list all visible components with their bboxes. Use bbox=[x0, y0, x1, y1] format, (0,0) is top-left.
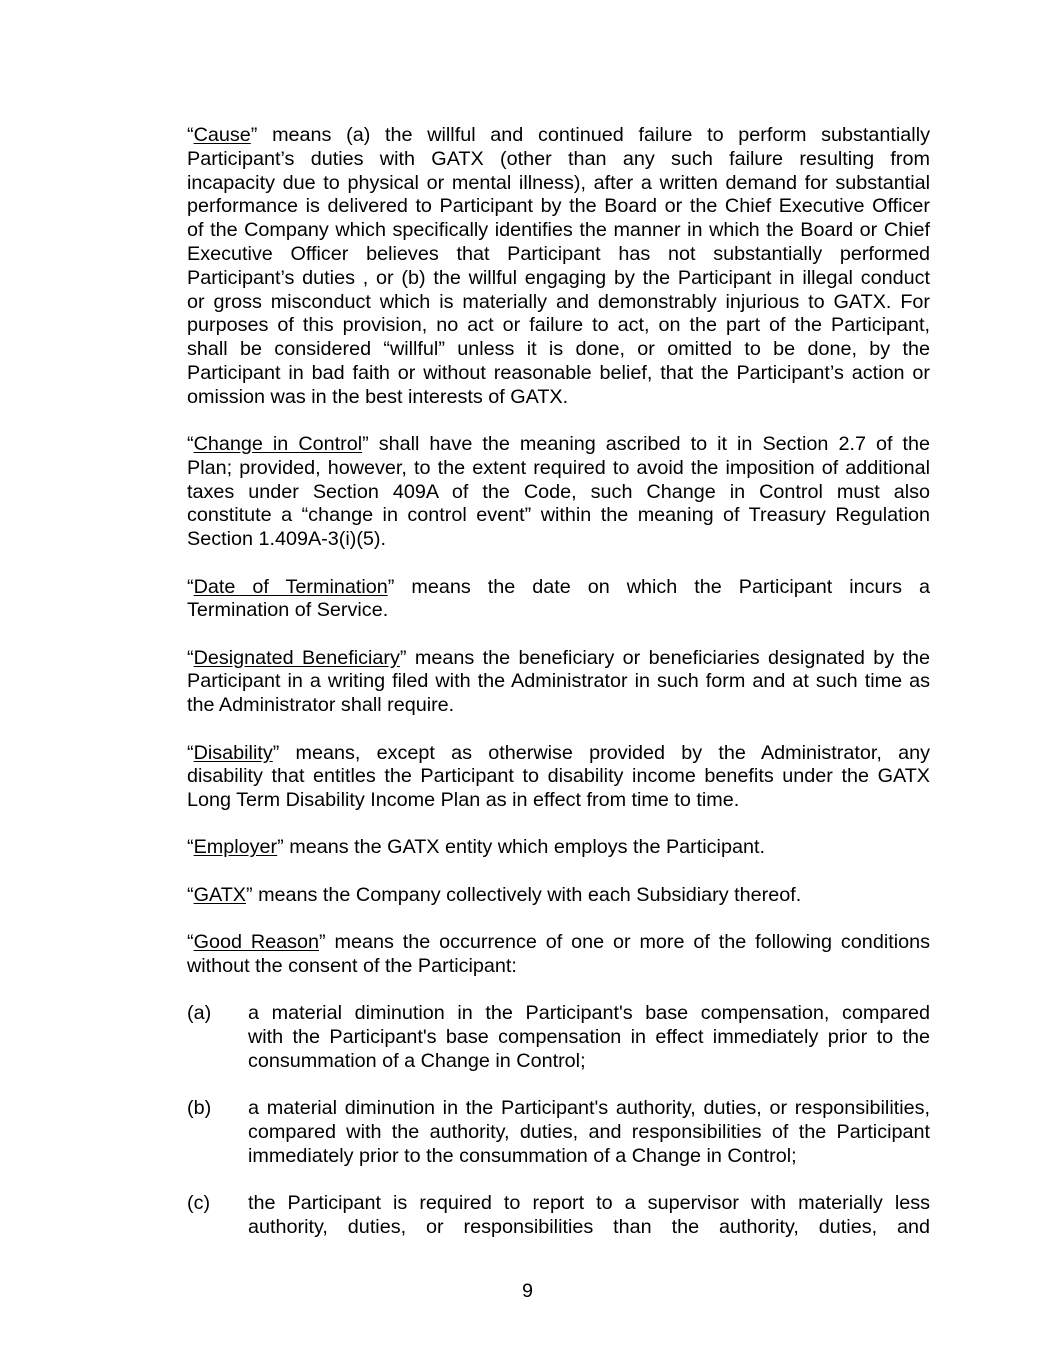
paragraph-line: Plan; provided, however, to the extent required to avoid the imposition of additional bbox=[187, 456, 930, 479]
open-quote: “ bbox=[187, 931, 194, 954]
paragraph-line: incapacity due to physical or mental illness), after a written demand for substantial bbox=[187, 171, 930, 194]
paragraph-line: Participant in a writing filed with the Administrator in such form and at such time as bbox=[187, 670, 930, 693]
paragraph-line: taxes under Section 409A of the Code, such Change in Control must also bbox=[187, 480, 930, 503]
open-quote: “ bbox=[187, 575, 194, 598]
definition-lead: ” means the Company collectively with each Subsidiary thereof. bbox=[245, 883, 802, 906]
paragraph-line: Termination of Service. bbox=[187, 599, 389, 622]
good-reason-condition-b bbox=[187, 1097, 930, 1168]
definition-lead: ” means, except as otherwise provided by the Administrator, any bbox=[272, 741, 930, 764]
paragraph-line: disability that entitles the Participant to disability income benefits under the GATX bbox=[187, 765, 930, 788]
paragraph-line: omission was in the best interests of GATX. bbox=[187, 385, 569, 408]
paragraph-line: purposes of this provision, no act or failure to act, on the part of the Participant, bbox=[187, 314, 930, 337]
good-reason-condition-c bbox=[187, 1192, 930, 1240]
defined-term: Change in Control bbox=[193, 433, 363, 456]
open-quote: “ bbox=[187, 836, 194, 859]
paragraph-line: Participant’s duties with GATX (other than any such failure resulting from bbox=[187, 147, 930, 170]
defined-term: Cause bbox=[193, 124, 251, 146]
document-body bbox=[187, 124, 930, 1263]
condition-text bbox=[248, 1192, 930, 1240]
definition-date-of-termination bbox=[187, 576, 930, 624]
paragraph-line: the Administrator shall require. bbox=[187, 694, 455, 717]
paragraph-line: Participant in bad faith or without reasonable belief, that the Participant’s action or bbox=[187, 361, 930, 384]
paragraph-line: Long Term Disability Income Plan as in effect from time to time. bbox=[187, 789, 740, 812]
paragraph-line bbox=[187, 576, 930, 600]
definition-lead: ” shall have the meaning ascribed to it in Section 2.7 of the bbox=[362, 433, 930, 456]
paragraph-line: performance is delivered to Participant by the Board or the Chief Executive Officer bbox=[187, 195, 930, 218]
paragraph-line: immediately prior to the consummation of a Change in Control; bbox=[248, 1144, 797, 1167]
paragraph-line bbox=[187, 884, 930, 908]
condition-text bbox=[248, 1097, 930, 1168]
paragraph-line: or gross misconduct which is materially and demonstrably injurious to GATX. For bbox=[187, 290, 930, 313]
definition-gatx bbox=[187, 884, 930, 908]
paragraph-line bbox=[187, 742, 930, 766]
open-quote: “ bbox=[187, 883, 194, 906]
paragraph-line: with the Participant's base compensation in effect immediately prior to the bbox=[248, 1025, 930, 1048]
definition-disability bbox=[187, 742, 930, 813]
paragraph-line: shall be considered “willful” unless it is done, or omitted to be done, by the bbox=[187, 338, 930, 361]
definition-lead: ” means the GATX entity which employs the Participant. bbox=[277, 836, 765, 859]
open-quote: “ bbox=[187, 741, 194, 764]
definition-lead: ” means (a) the willful and continued failure to perform substantially bbox=[250, 124, 930, 146]
condition-label: (c) bbox=[187, 1191, 211, 1214]
open-quote: “ bbox=[187, 124, 194, 146]
defined-term: Designated Beneficiary bbox=[193, 646, 400, 669]
paragraph-line: constitute a “change in control event” within the meaning of Treasury Regulation bbox=[187, 504, 930, 527]
definition-lead: ” means the date on which the Participant incurs a bbox=[387, 575, 930, 598]
condition-label: (a) bbox=[187, 1002, 212, 1025]
defined-term: Good Reason bbox=[193, 931, 320, 954]
open-quote: “ bbox=[187, 433, 194, 456]
paragraph-line: Executive Officer believes that Participant has not substantially performed bbox=[187, 242, 930, 265]
definition-lead: ” means the beneficiary or beneficiaries designated by the bbox=[399, 646, 930, 669]
paragraph-line bbox=[187, 836, 930, 860]
condition-label: (b) bbox=[187, 1097, 212, 1119]
paragraph-line: the Participant is required to report to a supervisor with materially less bbox=[248, 1191, 930, 1214]
definition-cause bbox=[187, 124, 930, 410]
definition-lead: ” means the occurrence of one or more of the following conditions bbox=[319, 931, 930, 954]
page-number: 9 bbox=[521, 1280, 533, 1302]
paragraph-line: without the consent of the Participant: bbox=[187, 954, 517, 977]
definition-designated-beneficiary bbox=[187, 647, 930, 718]
paragraph-line: a material diminution in the Participant's base compensation, compared bbox=[248, 1002, 930, 1025]
defined-term: GATX bbox=[193, 883, 246, 906]
paragraph-line bbox=[187, 931, 930, 955]
definition-change-in-control bbox=[187, 433, 930, 552]
paragraph-line: Participant’s duties , or (b) the willful engaging by the Participant in illegal conduct bbox=[187, 266, 930, 289]
condition-text bbox=[248, 1002, 930, 1073]
defined-term: Date of Termination bbox=[193, 575, 388, 598]
good-reason-condition-a bbox=[187, 1002, 930, 1073]
paragraph-line bbox=[187, 647, 930, 671]
paragraph-line: authority, duties, or responsibilities than the authority, duties, and bbox=[248, 1215, 930, 1238]
paragraph-line: Section 1.409A-3(i)(5). bbox=[187, 528, 387, 551]
defined-term: Employer bbox=[193, 836, 278, 859]
paragraph-line: compared with the authority, duties, and responsibilities of the Participant bbox=[248, 1120, 930, 1143]
paragraph-line: a material diminution in the Participant's authority, duties, or responsibilities, bbox=[248, 1097, 930, 1119]
paragraph-line: consummation of a Change in Control; bbox=[248, 1049, 586, 1072]
defined-term: Disability bbox=[193, 741, 273, 764]
paragraph-line bbox=[187, 124, 930, 148]
definition-good-reason bbox=[187, 931, 930, 979]
definition-employer bbox=[187, 836, 930, 860]
open-quote: “ bbox=[187, 646, 194, 669]
paragraph-line bbox=[187, 433, 930, 457]
paragraph-line: of the Company which specifically identifies the manner in which the Board or Chief bbox=[187, 219, 930, 242]
